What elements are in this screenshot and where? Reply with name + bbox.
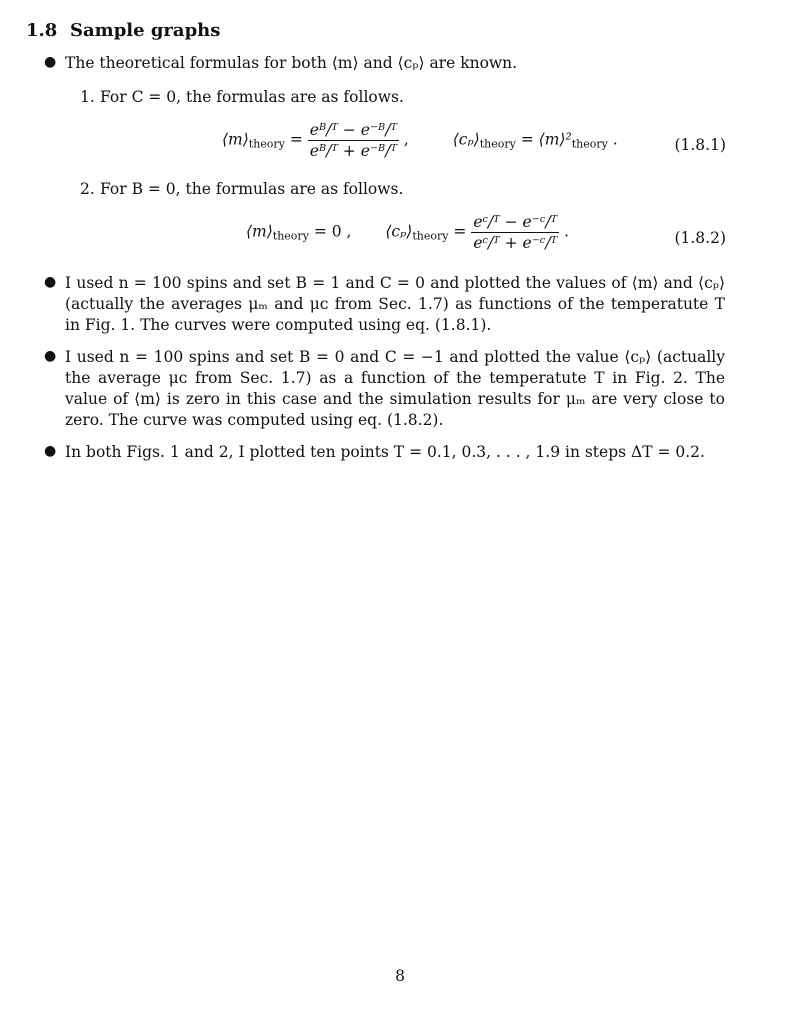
section-heading bbox=[26, 20, 220, 41]
bullet-text-2: I used n = 100 spins and set B = 1 and C = 0 and plotted the values of ⟨m⟩ and ⟨cₚ⟩ (actually the averages μₘ and μᴄ from Sec. 1.7) as functions of the temperatute T in Fig. 1. The curves were computed using eq. (1.8.1). bbox=[65, 274, 725, 334]
eq1-rhs2-sub: theory bbox=[571, 137, 608, 151]
bullet-marker: ● bbox=[44, 274, 57, 290]
equation-label-1-8-2: (1.8.2) bbox=[674, 229, 726, 247]
bullet-text-4: In both Figs. 1 and 2, I plotted ten points T = 0.1, 0.3, . . . , 1.9 in steps ΔT = 0.2. bbox=[65, 443, 705, 461]
eq1-lhs-sub: theory bbox=[248, 137, 285, 151]
equation-label-1-8-1: (1.8.1) bbox=[674, 136, 726, 154]
eq1-rhs-sub: theory bbox=[479, 137, 516, 151]
eq2-lhs2-sub: theory bbox=[412, 229, 449, 243]
page-number: 8 bbox=[395, 967, 405, 985]
list-item-number-2: 2. bbox=[80, 180, 95, 198]
eq2-part1: = 0 , bbox=[313, 222, 352, 241]
section-title: Sample graphs bbox=[70, 20, 221, 41]
eq2-lhs2: ⟨cₚ⟩ bbox=[385, 222, 413, 241]
list-item-text-2: For B = 0, the formulas are as follows. bbox=[100, 180, 404, 198]
eq2-fraction bbox=[471, 212, 559, 253]
eq2-numerator: eᶜ/ᵀ − e⁻ᶜ/ᵀ bbox=[473, 213, 558, 231]
list-item-text-1: For C = 0, the formulas are as follows. bbox=[100, 88, 404, 106]
eq1-numerator: eᴮ/ᵀ − e⁻ᴮ/ᵀ bbox=[309, 121, 397, 139]
bullet-marker: ● bbox=[44, 443, 57, 459]
eq1-rhs: ⟨cₚ⟩ bbox=[452, 130, 480, 149]
section-number: 1.8 bbox=[26, 20, 58, 41]
eq2-lhs: ⟨m⟩ bbox=[246, 222, 273, 241]
bullet-text-1: The theoretical formulas for both ⟨m⟩ and ⟨cₚ⟩ are known. bbox=[65, 54, 518, 72]
eq2-lhs-sub: theory bbox=[272, 229, 309, 243]
eq2-denominator: eᶜ/ᵀ + e⁻ᶜ/ᵀ bbox=[473, 234, 558, 252]
equation-1-8-1: $⟨m⟩_{theory}$ = $\frac{\text{eᴮ/ᵀ − e⁻ᴮ/ᵀ}}{\text{eᴮ/ᵀ + e⁻ᴮ/ᵀ}}$ , $⟨c_p⟩_{theory}$ = $⟨m⟩^2_{theory}$ . bbox=[222, 121, 618, 160]
bullet-marker: ● bbox=[44, 54, 57, 70]
equation-1-8-2: $⟨m⟩_{theory} = 0$ , $⟨c_p⟩_{theory}$ = $\frac{\text{eᶜ/ᵀ − e⁻ᶜ/ᵀ}}{\text{eᶜ/ᵀ + e⁻ᶜ/ᵀ}}$ . bbox=[246, 213, 569, 252]
eq1-fraction bbox=[308, 120, 399, 161]
list-item-number-1: 1. bbox=[80, 88, 95, 106]
eq1-denominator: eᴮ/ᵀ + e⁻ᴮ/ᵀ bbox=[309, 142, 397, 160]
eq1-rhs2: = ⟨m⟩² bbox=[520, 130, 572, 149]
bullet-text-3: I used n = 100 spins and set B = 0 and C = −1 and plotted the value ⟨cₚ⟩ (actually the average μᴄ from Sec. 1.7) as a function of the temperatute T in Fig. 2. The value of ⟨m⟩ is zero in this case and the simulation results for μₘ are very close to zero. The curve was computed using eq. (1.8.2). bbox=[65, 348, 725, 429]
eq1-lhs: ⟨m⟩ bbox=[222, 130, 249, 149]
bullet-marker: ● bbox=[44, 348, 57, 364]
